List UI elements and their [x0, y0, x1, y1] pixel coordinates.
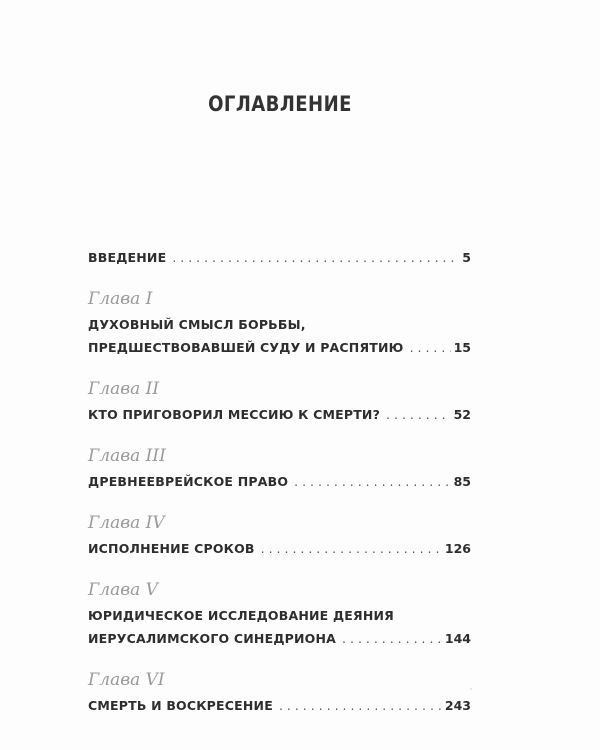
toc-entry-introduction[interactable] [88, 246, 471, 269]
toc-entry-line [88, 470, 471, 493]
dot-leader [342, 627, 442, 650]
toc-entry-line [88, 604, 471, 627]
dot-leader [279, 694, 442, 717]
dot-leader [386, 403, 451, 426]
toc-entry-line [88, 694, 471, 717]
dot-leader [410, 336, 451, 359]
toc-entry-chapter-3[interactable] [88, 470, 471, 493]
toc-entry-line [88, 627, 471, 650]
toc-entry-title: СМЕРТЬ И ВОСКРЕСЕНИЕ [88, 698, 273, 713]
toc-entry-chapter-2[interactable] [88, 403, 471, 426]
toc-entry-title: ИСПОЛНЕНИЕ СРОКОВ [88, 541, 255, 556]
toc-entry-chapter-6[interactable] [88, 694, 471, 717]
toc-entry-title: ВВЕДЕНИЕ [88, 250, 167, 265]
chapter-label: Глава VI [88, 670, 165, 690]
dot-leader [172, 246, 459, 269]
toc-entry-title: ПРЕДШЕСТВОВАВШЕЙ СУДУ И РАСПЯТИЮ [88, 340, 404, 355]
chapter-label: Глава IV [88, 513, 165, 533]
toc-page-number: 243 [444, 698, 471, 713]
toc-entry-title: ДРЕВНЕЕВРЕЙСКОЕ ПРАВО [88, 474, 289, 489]
toc-page-number: 144 [444, 631, 471, 646]
toc-entry-line [88, 537, 471, 560]
paper-speck [470, 688, 472, 690]
toc-page-number: 52 [453, 407, 471, 422]
toc-entry-title: ЮРИДИЧЕСКОЕ ИССЛЕДОВАНИЕ ДЕЯНИЯ [88, 608, 394, 623]
page-title: ОГЛАВЛЕНИЕ [208, 92, 352, 116]
table-of-contents [88, 246, 471, 717]
toc-entry-chapter-1[interactable] [88, 313, 471, 359]
toc-page-number: 5 [462, 250, 471, 265]
toc-entry-line [88, 403, 471, 426]
chapter-label: Глава V [88, 580, 158, 600]
chapter-label: Глава I [88, 289, 153, 309]
toc-page-number: 126 [444, 541, 471, 556]
toc-entry-title: ДУХОВНЫЙ СМЫСЛ БОРЬБЫ, [88, 317, 306, 332]
toc-entry-title: ИЕРУСАЛИМСКОГО СИНЕДРИОНА [88, 631, 337, 646]
chapter-label: Глава III [88, 446, 166, 466]
toc-page-number: 15 [453, 340, 471, 355]
toc-entry-chapter-4[interactable] [88, 537, 471, 560]
toc-entry-chapter-5[interactable] [88, 604, 471, 650]
toc-page-number: 85 [453, 474, 471, 489]
toc-entry-line [88, 336, 471, 359]
dot-leader [294, 470, 450, 493]
toc-entry-line [88, 313, 471, 336]
toc-entry-line [88, 246, 471, 269]
chapter-label: Глава II [88, 379, 160, 399]
dot-leader [261, 537, 442, 560]
toc-entry-title: КТО ПРИГОВОРИЛ МЕССИЮ К СМЕРТИ? [88, 407, 381, 422]
